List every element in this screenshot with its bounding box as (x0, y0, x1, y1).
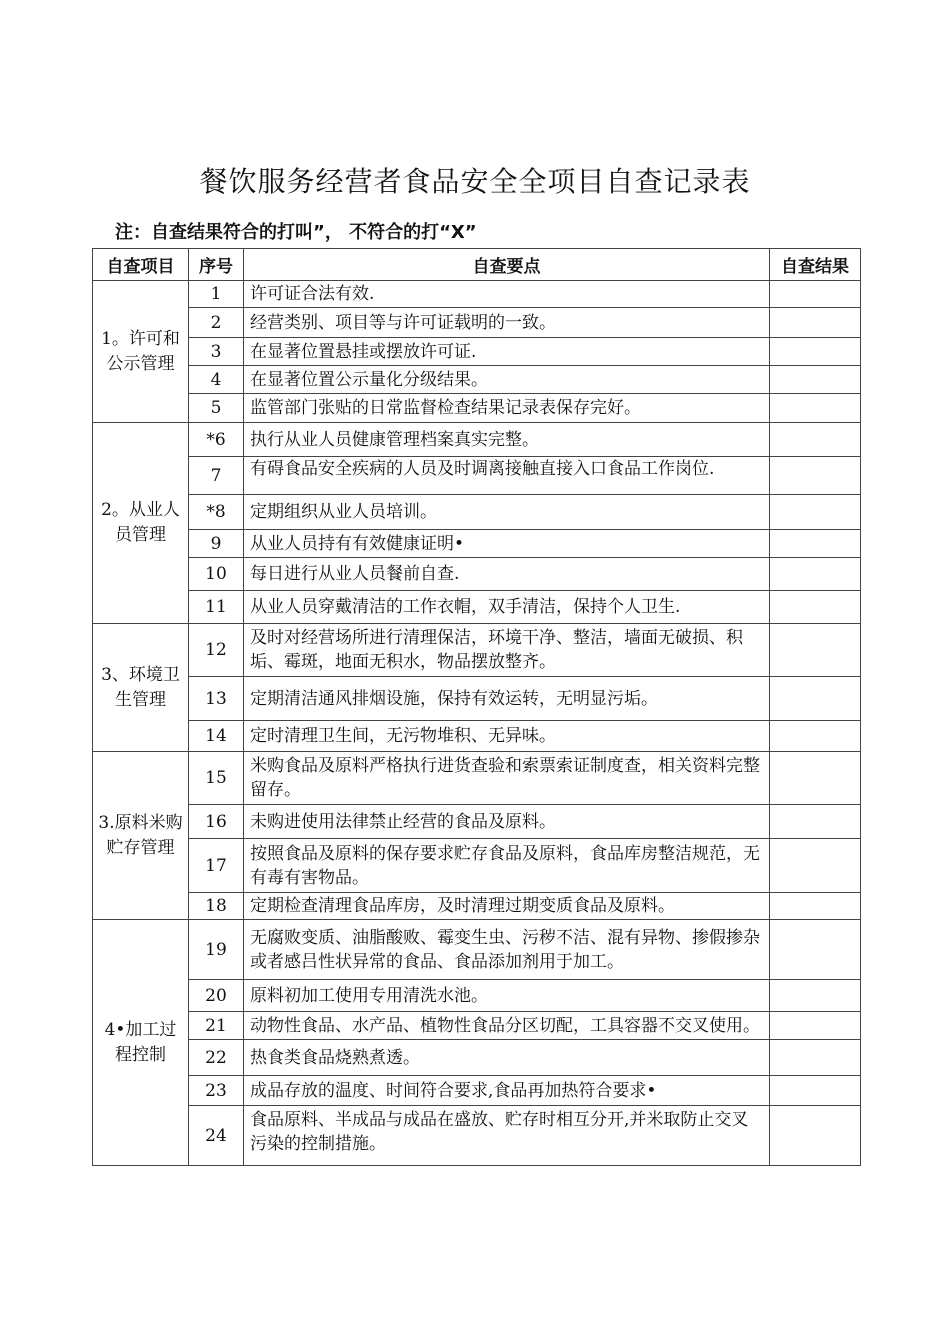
table-row (93, 1076, 861, 1106)
checkpoint-text: 未购进使用法律禁止经营的食品及原料。 (244, 805, 770, 839)
row-number: 16 (189, 805, 244, 839)
table-row (93, 1012, 861, 1040)
checkpoint-text: 从业人员穿戴清洁的工作衣帽，双手清洁，保持个人卫生. (244, 591, 770, 624)
row-number: 18 (189, 893, 244, 920)
row-number: 12 (189, 624, 244, 677)
row-number: 4 (189, 366, 244, 394)
row-number: 3 (189, 338, 244, 366)
checkpoint-text: 在显著位置公示量化分级结果。 (244, 366, 770, 394)
table-row (93, 495, 861, 530)
row-number: 9 (189, 530, 244, 558)
checkpoint-text: 米购食品及原料严格执行进货查验和索票索证制度查，相关资料完整留存。 (244, 752, 770, 805)
row-number: 23 (189, 1076, 244, 1106)
table-row (93, 1040, 861, 1076)
result-cell[interactable] (770, 1012, 861, 1040)
category-label: 3.原料米购贮存管理 (98, 812, 183, 858)
result-cell[interactable] (770, 1076, 861, 1106)
checkpoint-text: 定期清洁通风排烟设施，保持有效运转，无明显污垢。 (244, 677, 770, 721)
table-row (93, 893, 861, 920)
row-number: 21 (189, 1012, 244, 1040)
checkpoint-text: 每日进行从业人员餐前自查. (244, 558, 770, 591)
table-row (93, 338, 861, 366)
row-number: 7 (189, 457, 244, 495)
header-checkpoint: 自查要点 (244, 249, 770, 281)
table-row (93, 423, 861, 457)
table-row (93, 721, 861, 752)
category-cell (93, 752, 189, 920)
result-cell[interactable] (770, 805, 861, 839)
row-number: *6 (189, 423, 244, 457)
checkpoint-text-clip: 食品原料、半成品与成品在盛放、贮存时相互分开,并米取防止交叉污染的控制措施。 (250, 1109, 749, 1154)
checkpoint-text-clip: 动物性食品、水产品、植物性食品分区切配，工具容器不交叉使用。 (250, 1015, 760, 1036)
row-number: 20 (189, 980, 244, 1012)
result-cell[interactable] (770, 1106, 861, 1166)
row-number: 15 (189, 752, 244, 805)
table-row (93, 308, 861, 338)
category-cell (93, 423, 189, 624)
row-number: 2 (189, 308, 244, 338)
table-row (93, 980, 861, 1012)
result-cell[interactable] (770, 920, 861, 980)
checkpoint-text: 监管部门张贴的日常监督检查结果记录表保存完好。 (244, 394, 770, 423)
table-row (93, 805, 861, 839)
checkpoint-text: 许可证合法有效. (244, 281, 770, 308)
checkpoint-text: 在显著位置悬挂或摆放许可证. (244, 338, 770, 366)
result-cell[interactable] (770, 839, 861, 893)
checkpoint-text (244, 457, 770, 495)
category-label: 3、环境卫生管理 (101, 664, 180, 710)
header-category: 自查项目 (93, 249, 189, 281)
row-number: 13 (189, 677, 244, 721)
table-row (93, 394, 861, 423)
row-number: 1 (189, 281, 244, 308)
result-cell[interactable] (770, 624, 861, 677)
table-row (93, 366, 861, 394)
table-row (93, 920, 861, 980)
result-cell[interactable] (770, 721, 861, 752)
header-row (93, 249, 861, 281)
checkpoint-text: 定期组织从业人员培训。 (244, 495, 770, 530)
document-title: 餐饮服务经营者食品安全全项目自查记录表 (199, 165, 751, 198)
result-cell[interactable] (770, 308, 861, 338)
result-cell[interactable] (770, 591, 861, 624)
category-cell (93, 920, 189, 1166)
table-row (93, 677, 861, 721)
header-result: 自查结果 (770, 249, 861, 281)
category-label: 1。许可和公示管理 (101, 328, 180, 374)
row-number: *8 (189, 495, 244, 530)
category-cell (93, 281, 189, 423)
result-cell[interactable] (770, 495, 861, 530)
table-row (93, 281, 861, 308)
result-cell[interactable] (770, 457, 861, 495)
table-row (93, 530, 861, 558)
result-cell[interactable] (770, 394, 861, 423)
checkpoint-text: 成品存放的温度、时间符合要求,食品再加热符合要求• (244, 1076, 770, 1106)
row-number: 5 (189, 394, 244, 423)
checkpoint-text: 从业人员持有有效健康证明• (244, 530, 770, 558)
table-row (93, 1106, 861, 1166)
checkpoint-text: 原料初加工使用专用清洗水池。 (244, 980, 770, 1012)
header-number: 序号 (189, 249, 244, 281)
result-cell[interactable] (770, 752, 861, 805)
result-cell[interactable] (770, 366, 861, 394)
checkpoint-text: 定期检查清理食品库房，及时清理过期变质食品及原料。 (244, 893, 770, 920)
table-row (93, 752, 861, 805)
row-number: 22 (189, 1040, 244, 1076)
result-cell[interactable] (770, 530, 861, 558)
row-number: 10 (189, 558, 244, 591)
result-cell[interactable] (770, 338, 861, 366)
table-row (93, 558, 861, 591)
checkpoint-text: 无腐败变质、油脂酸败、霉变生虫、污秽不洁、混有异物、掺假掺杂或者感吕性状异常的食品、食品添加剂用于加工。 (244, 920, 770, 980)
row-number: 14 (189, 721, 244, 752)
category-cell (93, 624, 189, 752)
instruction-note: 注：自查结果符合的打叫”， 不符合的打“X” (115, 222, 477, 243)
self-check-table (92, 248, 861, 1166)
result-cell[interactable] (770, 980, 861, 1012)
row-number: 11 (189, 591, 244, 624)
checkpoint-text-clip: 有碍食品安全疾病的人员及时调离接触直接入口食品工作岗位. (250, 459, 715, 479)
result-cell[interactable] (770, 558, 861, 591)
checkpoint-text (244, 1106, 770, 1166)
result-cell[interactable] (770, 1040, 861, 1076)
checkpoint-text: 及时对经营场所进行清理保洁，环境干净、整洁，墙面无破损、积垢、霉斑，地面无积水，物品摆放整齐。 (244, 624, 770, 677)
checkpoint-text (244, 1012, 770, 1040)
table-row (93, 591, 861, 624)
checkpoint-text: 经营类别、项目等与许可证载明的一致。 (244, 308, 770, 338)
result-cell[interactable] (770, 423, 861, 457)
row-number: 19 (189, 920, 244, 980)
row-number: 24 (189, 1106, 244, 1166)
checkpoint-text: 按照食品及原料的保存要求贮存食品及原料，食品库房整洁规范，无有毒有害物品。 (244, 839, 770, 893)
category-label: 2。从业人员管理 (101, 500, 180, 545)
checkpoint-text: 热食类食品烧熟煮透。 (244, 1040, 770, 1076)
category-label: 4•加工过程控制 (104, 1019, 177, 1065)
table-row (93, 839, 861, 893)
table-row (93, 457, 861, 495)
table-row (93, 624, 861, 677)
result-cell[interactable] (770, 677, 861, 721)
result-cell[interactable] (770, 893, 861, 920)
checkpoint-text: 执行从业人员健康管理档案真实完整。 (244, 423, 770, 457)
row-number: 17 (189, 839, 244, 893)
result-cell[interactable] (770, 281, 861, 308)
checkpoint-text: 定时清理卫生间，无污物堆积、无异味。 (244, 721, 770, 752)
